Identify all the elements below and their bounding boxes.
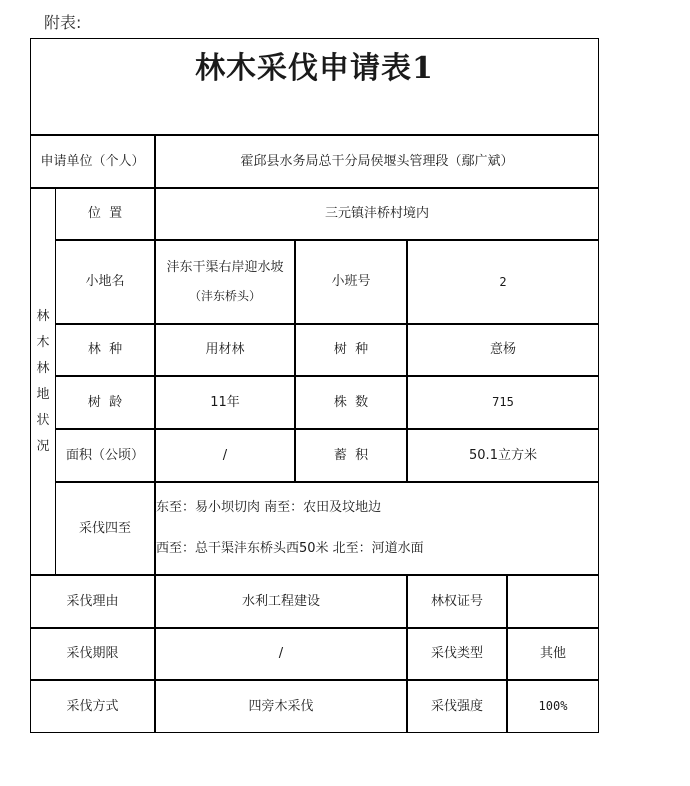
subplot-label: 小班号 <box>331 274 371 290</box>
forest-status-char: 林 <box>36 360 50 376</box>
cert-value <box>508 576 598 627</box>
boundaries-line-2: 西至：总干渠沣东桥头西50米 北至：河道水面 <box>156 541 424 556</box>
cert-label: 林权证号 <box>430 593 483 609</box>
intensity-label: 采伐强度 <box>430 698 483 714</box>
place-name-line1: 沣东干渠右岸迎水坡 <box>166 260 284 275</box>
method-value: 四旁木采伐 <box>248 698 314 714</box>
tree-count-label: 株 数 <box>333 394 369 410</box>
intensity-value: 100% <box>538 699 568 714</box>
location-value: 三元镇沣桥村境内 <box>324 206 429 222</box>
tree-age-label: 树 龄 <box>87 394 123 410</box>
forest-status-char: 林 <box>36 308 50 324</box>
subplot-value: 2 <box>499 274 507 289</box>
area-value: / <box>222 447 228 463</box>
tree-age-value: 11年 <box>210 394 240 410</box>
form-title: 林木采伐申请表1 <box>195 51 434 86</box>
cut-type-value: 其他 <box>539 646 566 662</box>
area-label: 面积（公顷） <box>65 447 144 463</box>
applicant-label: 申请单位（个人） <box>40 153 145 169</box>
boundaries-value <box>154 483 598 574</box>
attachment-caption: 附表: <box>44 13 82 32</box>
tree-species-label: 树 种 <box>333 342 369 358</box>
location-label: 位 置 <box>87 206 123 222</box>
tree-count-value: 715 <box>492 395 514 410</box>
forest-status-char: 况 <box>36 438 50 454</box>
reason-label: 采伐理由 <box>66 593 119 609</box>
forest-status-char: 木 <box>36 334 50 350</box>
cut-type-label: 采伐类型 <box>430 646 483 662</box>
period-label: 采伐期限 <box>66 646 119 662</box>
boundaries-line-1: 东至：易小坝切肉 南至：农田及坟地边 <box>156 500 382 515</box>
applicant-value: 霍邱县水务局总干分局侯堰头管理段（鄢广斌） <box>240 153 514 169</box>
place-name-value <box>156 241 294 323</box>
reason-value: 水利工程建设 <box>241 593 320 609</box>
forest-status-label <box>31 189 55 574</box>
volume-value: 50.1立方米 <box>469 447 537 463</box>
boundaries-label: 采伐四至 <box>78 520 131 536</box>
tree-species-value: 意杨 <box>489 342 516 358</box>
forest-type-value: 用材林 <box>205 342 245 358</box>
forest-status-char: 地 <box>36 386 50 402</box>
forest-status-char: 状 <box>36 412 50 428</box>
forest-type-label: 林 种 <box>87 342 123 358</box>
place-name-label: 小地名 <box>85 274 125 290</box>
volume-label: 蓄 积 <box>333 447 369 463</box>
place-name-line2: （沣东桥头） <box>188 289 261 303</box>
logging-application-form <box>30 38 599 733</box>
method-label: 采伐方式 <box>66 698 119 714</box>
period-value: / <box>278 646 284 662</box>
